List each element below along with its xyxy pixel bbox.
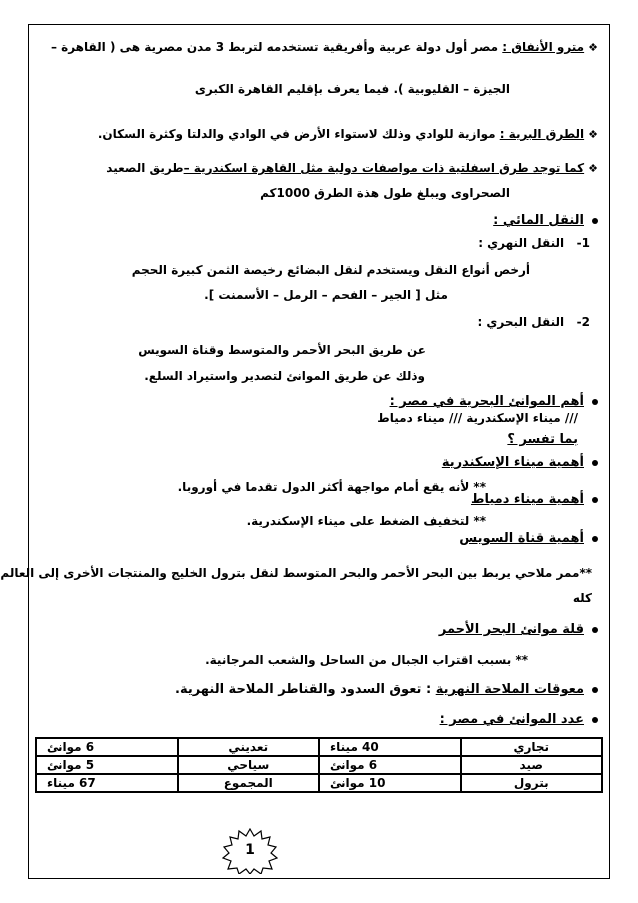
table-cell: سياحي <box>178 756 320 774</box>
asphalt-roads-text: طريق الصعيد <box>106 161 184 175</box>
dot-bullet-icon <box>592 627 598 633</box>
metro-line-2: الجيزة – القليوبية ). فيما يعرف بإقليم القاهرة الكبرى <box>194 82 510 96</box>
sea-transport-heading: 2- النقل البحري : <box>477 315 590 329</box>
table-row <box>36 774 602 792</box>
explain-heading: بما تفسر ؟ <box>507 432 578 447</box>
red-sea-ports-text: ** بسبب اقتراب الجبال من الساحل والشعب المرجانية. <box>205 653 528 667</box>
diamond-bullet-icon: ❖ <box>588 162 598 175</box>
dot-bullet-icon <box>592 497 598 503</box>
table-cell: 10 موانئ <box>319 774 461 792</box>
page-number: 1 <box>245 842 255 858</box>
ports-count-table <box>35 737 603 793</box>
damietta-port-text: ** لتخفيف الضغط على ميناء الإسكندرية. <box>246 514 486 528</box>
table-row <box>36 756 602 774</box>
metro-text: مصر أول دولة عربية وأفريقية تستخدمه لتربط 3 مدن مصرية هى ( القاهرة – <box>50 40 503 54</box>
table-cell: المجموع <box>178 774 320 792</box>
table-cell: 67 ميناء <box>36 774 178 792</box>
table-cell: 6 موانئ <box>36 738 178 756</box>
river-transport-line-2: مثل [ الجير – الفحم – الرمل – الأسمنت ]. <box>204 288 448 302</box>
table-cell: 6 موانئ <box>319 756 461 774</box>
diamond-bullet-icon: ❖ <box>588 128 598 141</box>
dot-bullet-icon <box>592 460 598 466</box>
roads-label: الطرق البرية : <box>499 127 585 141</box>
river-transport-heading: 1- النقل النهري : <box>478 236 590 250</box>
damietta-port-heading: أهمية ميناء دمياط <box>471 492 598 507</box>
suez-canal-line-1: **ممر ملاحي يربط بين البحر الأحمر والبحر المتوسط لنقل بترول الخليج والمنتجات الأخرى إلى العالم <box>0 566 592 580</box>
table-cell: بترول <box>461 774 603 792</box>
table-cell: صيد <box>461 756 603 774</box>
river-navigation-obstacles-line <box>175 682 598 697</box>
asphalt-roads-line-2: الصحراوى ويبلغ طول هذة الطرق 1000كم <box>260 186 510 200</box>
river-transport-line-1: أرخص أنواع النقل ويستخدم لنقل البضائع رخيصة الثمن كبيرة الحجم <box>131 263 530 277</box>
water-transport-heading: النقل المائي : <box>493 213 598 228</box>
metro-line-1 <box>51 40 598 55</box>
table-cell: تجاري <box>461 738 603 756</box>
diamond-bullet-icon: ❖ <box>588 41 598 54</box>
asphalt-roads-line <box>106 161 598 176</box>
roads-line <box>98 127 598 142</box>
dot-bullet-icon <box>592 218 598 224</box>
dot-bullet-icon <box>592 687 598 693</box>
sea-transport-line-2: وذلك عن طريق الموانئ لتصدير واستيراد السلع. <box>144 369 425 383</box>
alexandria-port-text: ** لأنه يقع أمام مواجهة أكثر الدول تقدما في أوروبا. <box>177 480 486 494</box>
ports-count-heading: عدد الموانئ في مصر : <box>440 712 598 727</box>
suez-canal-heading: أهمية قناة السويس <box>459 531 598 546</box>
obstacles-label: معوقات الملاحة النهرية <box>435 682 584 697</box>
sea-transport-line-1: عن طريق البحر الأحمر والمتوسط وقناة السويس <box>138 343 426 357</box>
dot-bullet-icon <box>592 399 598 405</box>
dot-bullet-icon <box>592 536 598 542</box>
main-ports-list: /// ميناء الإسكندرية /// ميناء دمياط <box>377 411 578 425</box>
suez-canal-line-2: كله <box>572 591 592 605</box>
table-row <box>36 738 602 756</box>
obstacles-text: : تعوق السدود والقناطر الملاحة النهرية. <box>175 682 436 697</box>
red-sea-ports-heading: قلة موانئ البحر الأحمر <box>439 622 598 637</box>
dot-bullet-icon <box>592 717 598 723</box>
roads-text: موازية للوادي وذلك لاستواء الأرض في الوادي والدلتا وكثرة السكان. <box>97 127 500 141</box>
main-ports-heading: أهم الموانئ البحرية في مصر : <box>390 394 598 409</box>
table-cell: 5 موانئ <box>36 756 178 774</box>
metro-label: مترو الأنفاق : <box>502 40 585 54</box>
table-cell: تعديني <box>178 738 320 756</box>
asphalt-roads-label: كما توجد طرق اسفلتية ذات مواصفات دولية مثل القاهرة اسكندرية – <box>183 161 585 175</box>
alexandria-port-heading: أهمية ميناء الإسكندرية <box>442 455 598 470</box>
table-cell: 40 ميناء <box>319 738 461 756</box>
